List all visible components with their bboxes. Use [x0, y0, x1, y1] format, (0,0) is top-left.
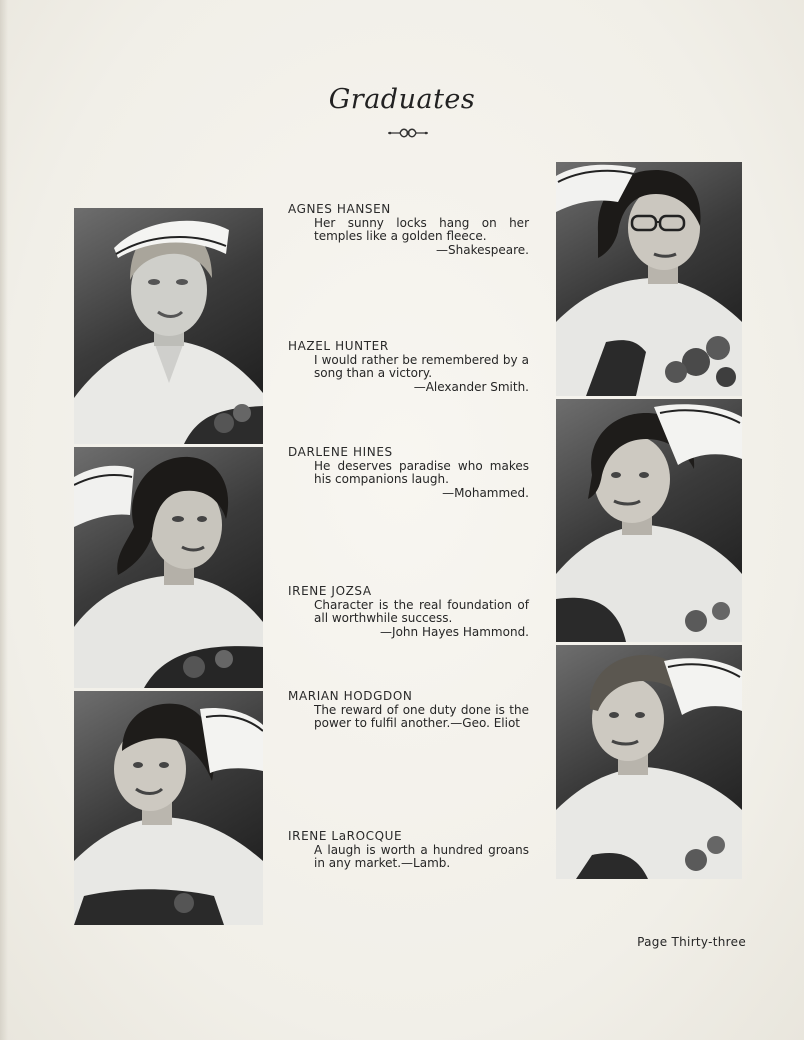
- graduate-entry: [288, 830, 529, 871]
- graduate-portrait-photo: [74, 447, 263, 688]
- quote-author: —Mohammed.: [442, 485, 529, 500]
- graduate-name: AGNES HANSEN: [288, 202, 391, 216]
- graduate-name: DARLENE HINES: [288, 445, 393, 459]
- quote-author: —John Hayes Hammond.: [380, 624, 529, 639]
- graduate-name: HAZEL HUNTER: [288, 339, 389, 353]
- graduate-portrait-photo: [74, 691, 263, 925]
- graduate-quote: Her sunny locks hang on her temples like a golden fleece.: [314, 215, 529, 243]
- quote-author: —Alexander Smith.: [413, 379, 529, 394]
- graduate-portrait-photo: [74, 208, 263, 444]
- graduate-quote: I would rather be remembered by a song than a victory.: [314, 352, 529, 380]
- ornament-divider-icon: [386, 127, 430, 139]
- quote-author: —Shakespeare.: [436, 242, 529, 257]
- graduate-entry: [288, 690, 529, 731]
- graduate-entry: [288, 340, 529, 394]
- graduate-entry: [288, 585, 529, 639]
- graduate-portrait-photo: [556, 162, 742, 396]
- graduate-portrait-photo: [556, 399, 742, 642]
- graduate-quote: A laugh is worth a hundred groans in any market.—Lamb.: [314, 842, 529, 870]
- graduate-name: IRENE LaROCQUE: [288, 829, 403, 843]
- graduate-entry: [288, 203, 529, 257]
- graduate-quote: The reward of one duty done is the power to fulfil another.—Geo. Eliot: [314, 702, 529, 730]
- graduate-entry: [288, 446, 529, 500]
- graduate-quote: Character is the real foundation of all worthwhile success.: [314, 597, 529, 625]
- graduate-quote: He deserves paradise who makes his companions laugh.: [314, 458, 529, 486]
- graduate-portrait-photo: [556, 645, 742, 879]
- paper-edge-shadow: [0, 0, 8, 1040]
- graduate-name: IRENE JOZSA: [288, 584, 372, 598]
- graduate-name: MARIAN HODGDON: [288, 689, 413, 703]
- page-title: Graduates: [328, 84, 476, 115]
- page-number: Page Thirty-three: [637, 935, 746, 949]
